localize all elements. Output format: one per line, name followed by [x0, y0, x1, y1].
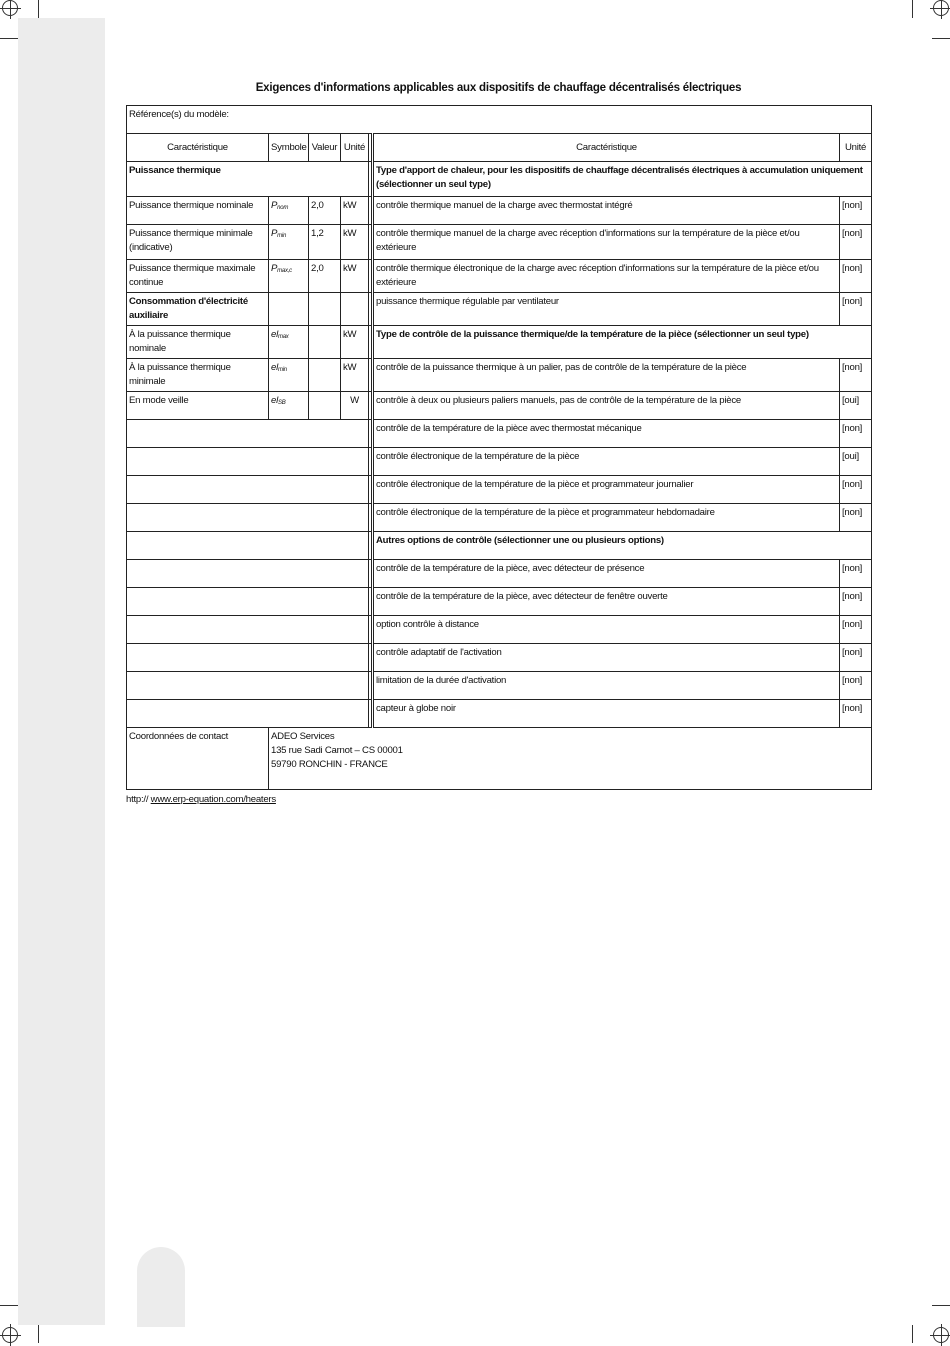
table-row: [127, 672, 872, 700]
blank-cell: [127, 588, 369, 616]
table-row: [127, 588, 872, 616]
document-title: Exigences d'informations applicables aux dispositifs de chauffage décentralisés électriques: [255, 82, 742, 94]
footer-url: [126, 794, 276, 805]
symbol-main: el: [271, 329, 278, 340]
blank-cell: [127, 700, 369, 728]
table-row: [127, 448, 872, 476]
table-row: [127, 260, 872, 293]
header-right-characteristic: Caractéristique: [373, 134, 840, 162]
unit-cell: [non]: [840, 672, 872, 700]
table-row: [127, 197, 872, 225]
section-heading: Puissance thermique: [127, 162, 369, 197]
symbol-subscript: max: [277, 334, 289, 340]
value-cell: 2,0: [309, 197, 341, 225]
unit-cell: W: [341, 392, 369, 420]
value-cell: 1,2: [309, 225, 341, 260]
characteristic-label: contrôle de la température de la pièce avec thermostat mécanique: [373, 420, 840, 448]
symbol-subscript: SB: [277, 400, 286, 406]
symbol-subscript: min: [277, 233, 287, 239]
footer-url-link[interactable]: www.erp-equation.com/heaters: [150, 794, 276, 805]
blank-cell: [127, 616, 369, 644]
blank-cell: [127, 420, 369, 448]
unit-cell: [non]: [840, 504, 872, 532]
characteristic-label: À la puissance thermique minimale: [127, 359, 269, 392]
characteristic-label: contrôle de la puissance thermique à un palier, pas de contrôle de la température de la pièce: [373, 359, 840, 392]
symbol-main: P: [271, 200, 278, 211]
contact-label: Coordonnées de contact: [127, 728, 269, 790]
blank-cell: [127, 448, 369, 476]
value-cell: [309, 326, 341, 359]
blank-cell: [127, 532, 369, 560]
symbol-cell: [269, 225, 309, 260]
value-cell: 2,0: [309, 260, 341, 293]
header-left-characteristic: Caractéristique: [127, 134, 269, 162]
unit-cell: [non]: [840, 644, 872, 672]
table-row: [127, 532, 872, 560]
table-row: [127, 162, 872, 197]
table-row: [127, 225, 872, 260]
contact-details: [269, 728, 872, 790]
characteristic-label: Puissance thermique minimale (indicative): [127, 225, 269, 260]
value-cell: [309, 392, 341, 420]
characteristic-label: contrôle à deux ou plusieurs paliers manuels, pas de contrôle de la température de la pièce: [373, 392, 840, 420]
characteristic-label: capteur à globe noir: [373, 700, 840, 728]
unit-cell: kW: [341, 359, 369, 392]
contact-line: ADEO Services: [271, 731, 335, 742]
characteristic-label: En mode veille: [127, 392, 269, 420]
section-heading: Autres options de contrôle (sélectionner une ou plusieurs options): [373, 532, 872, 560]
characteristic-label: puissance thermique régulable par ventilateur: [373, 293, 840, 326]
unit-cell: [non]: [840, 700, 872, 728]
unit-cell: [non]: [840, 588, 872, 616]
table-row: [127, 420, 872, 448]
table-row: [127, 359, 872, 392]
unit-cell: [non]: [840, 359, 872, 392]
blank-cell: [127, 476, 369, 504]
characteristic-label: contrôle thermique manuel de la charge avec réception d'informations sur la température de la pièce et/ou extérieure: [373, 225, 840, 260]
header-unit: Unité: [341, 134, 369, 162]
symbol-cell: [269, 392, 309, 420]
characteristic-label: Puissance thermique maximale continue: [127, 260, 269, 293]
header-value: Valeur: [309, 134, 341, 162]
erp-information-table: [126, 105, 872, 790]
table-row: [127, 476, 872, 504]
characteristic-label: Consommation d'électricité auxiliaire: [127, 293, 269, 326]
unit-cell: [non]: [840, 197, 872, 225]
unit-cell: [non]: [840, 616, 872, 644]
value-cell: [309, 359, 341, 392]
unit-cell: [non]: [840, 260, 872, 293]
blank-cell: [127, 644, 369, 672]
characteristic-label: limitation de la durée d'activation: [373, 672, 840, 700]
unit-cell: [non]: [840, 293, 872, 326]
symbol-main: el: [271, 362, 278, 373]
section-heading: Type de contrôle de la puissance thermique/de la température de la pièce (sélectionner un seul type): [373, 326, 872, 359]
page-margin-strip: [18, 18, 105, 1325]
unit-cell: kW: [341, 197, 369, 225]
characteristic-label: À la puissance thermique nominale: [127, 326, 269, 359]
table-row: [127, 293, 872, 326]
unit-cell: kW: [341, 260, 369, 293]
table-row: [127, 326, 872, 359]
table-row: [127, 392, 872, 420]
characteristic-label: contrôle de la température de la pièce, avec détecteur de fenêtre ouverte: [373, 588, 840, 616]
symbol-cell: [269, 326, 309, 359]
unit-cell: [oui]: [840, 448, 872, 476]
unit-cell: [non]: [840, 420, 872, 448]
table-row: [127, 504, 872, 532]
unit-cell: kW: [341, 225, 369, 260]
symbol-cell: [269, 293, 309, 326]
symbol-main: el: [271, 395, 278, 406]
symbol-subscript: min: [277, 367, 287, 373]
unit-cell: [341, 293, 369, 326]
symbol-cell: [269, 359, 309, 392]
characteristic-label: Puissance thermique nominale: [127, 197, 269, 225]
blank-cell: [127, 560, 369, 588]
contact-line: 59790 RONCHIN - FRANCE: [271, 759, 388, 770]
blank-cell: [127, 504, 369, 532]
characteristic-label: contrôle électronique de la température de la pièce et programmateur hebdomadaire: [373, 504, 840, 532]
symbol-main: P: [271, 263, 278, 274]
symbol-cell: [269, 260, 309, 293]
characteristic-label: contrôle électronique de la température de la pièce: [373, 448, 840, 476]
table-row: [127, 616, 872, 644]
unit-cell: [oui]: [840, 392, 872, 420]
characteristic-label: option contrôle à distance: [373, 616, 840, 644]
unit-cell: [non]: [840, 476, 872, 504]
symbol-subscript: max,c: [277, 268, 292, 274]
characteristic-label: contrôle électronique de la température de la pièce et programmateur journalier: [373, 476, 840, 504]
header-symbol: Symbole: [269, 134, 309, 162]
footer-url-prefix: http://: [126, 794, 151, 805]
table-row: [127, 644, 872, 672]
section-heading: Type d'apport de chaleur, pour les dispositifs de chauffage décentralisés électriques à accumulation uniquement (sélectionner un seul type): [373, 162, 872, 197]
table-row: [127, 700, 872, 728]
characteristic-label: contrôle adaptatif de l'activation: [373, 644, 840, 672]
unit-cell: kW: [341, 326, 369, 359]
characteristic-label: contrôle thermique manuel de la charge avec thermostat intégré: [373, 197, 840, 225]
symbol-cell: [269, 197, 309, 225]
contact-row: [127, 728, 872, 790]
unit-cell: [non]: [840, 225, 872, 260]
symbol-subscript: nom: [277, 205, 289, 211]
characteristic-label: contrôle thermique électronique de la charge avec réception d'informations sur la température de la pièce et/ou extérieure: [373, 260, 840, 293]
table-row: [127, 560, 872, 588]
page-side-tab: [60, 70, 94, 118]
contact-line: 135 rue Sadi Carnot – CS 00001: [271, 745, 403, 756]
value-cell: [309, 293, 341, 326]
blank-cell: [127, 672, 369, 700]
characteristic-label: contrôle de la température de la pièce, avec détecteur de présence: [373, 560, 840, 588]
model-reference-cell: Référence(s) du modèle:: [127, 106, 872, 134]
symbol-main: P: [271, 228, 278, 239]
header-right-unit: Unité: [840, 134, 872, 162]
page-bottom-tab: [137, 1247, 185, 1327]
unit-cell: [non]: [840, 560, 872, 588]
